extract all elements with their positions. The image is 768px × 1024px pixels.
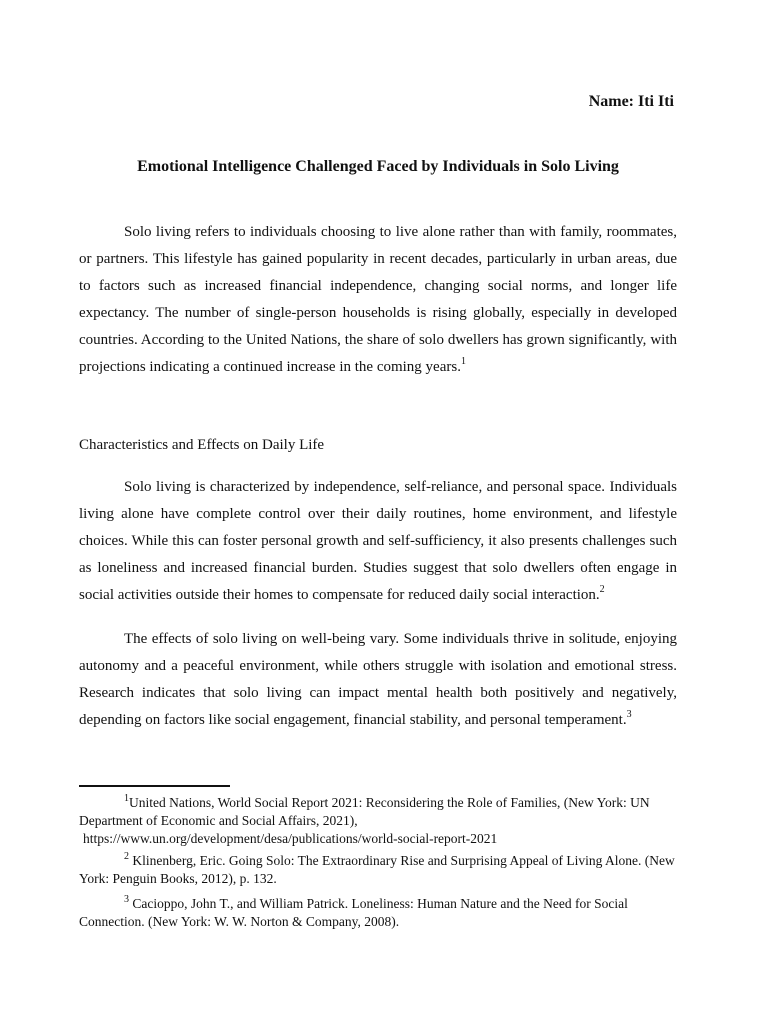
footnote-number: 1 — [124, 793, 129, 804]
paragraph-intro — [79, 219, 677, 381]
paragraph-text: Solo living is characterized by independence, self-reliance, and personal space. Individuals living alone have complete control over their daily routines, home environment, and lifestyle choices. While this can foster personal growth and self-sufficiency, it also presents challenges such as loneliness and increased financial burden. Studies suggest that solo dwellers often engage in social activities outside their homes to compensate for reduced daily social interaction. — [79, 479, 677, 603]
author-name: Name: Iti Iti — [588, 93, 674, 110]
footnote-ref[interactable]: 1 — [460, 356, 466, 367]
footnote-3 — [79, 895, 677, 931]
footnote-ref[interactable]: 2 — [599, 584, 605, 595]
footnote-text: Cacioppo, John T., and William Patrick. Loneliness: Human Nature and the Need for Social Connection. (New York: W. W. Norton & Company, 2008). — [79, 896, 628, 929]
footnote-number: 3 — [124, 894, 129, 905]
footnote-1 — [79, 794, 677, 848]
footnote-number: 2 — [124, 851, 129, 862]
footnote-ref[interactable]: 3 — [626, 709, 632, 720]
footnote-2 — [79, 852, 677, 888]
paragraph-effects — [79, 626, 677, 734]
section-heading: Characteristics and Effects on Daily Life — [79, 437, 325, 453]
footnote-link[interactable]: https://www.un.org/development/desa/publications/world-social-report-2021 — [83, 831, 498, 846]
document-title: Emotional Intelligence Challenged Faced by Individuals in Solo Living — [137, 158, 619, 175]
paragraph-text: The effects of solo living on well-being vary. Some individuals thrive in solitude, enjoying autonomy and a peaceful environment, while others struggle with isolation and emotional stress. Research indicates that solo living can impact mental health both positively and negatively, depending on factors like social engagement, financial stability, and personal temperament. — [79, 631, 677, 728]
footnote-separator — [79, 785, 230, 787]
footnote-text: United Nations, World Social Report 2021: Reconsidering the Role of Families, (New York: UN Department of Economic and Social Affairs, 2021), — [79, 795, 650, 828]
footnote-text: Klinenberg, Eric. Going Solo: The Extraordinary Rise and Surprising Appeal of Living Alone. (New York: Penguin Books, 2012), p. 132. — [79, 853, 675, 886]
paragraph-characteristics — [79, 474, 677, 609]
paragraph-text: Solo living refers to individuals choosing to live alone rather than with family, roommates, or partners. This lifestyle has gained popularity in recent decades, particularly in urban areas, due to factors such as increased financial independence, changing social norms, and longer life expectancy. The number of single-person households is rising globally, especially in developed countries. According to the United Nations, the share of solo dwellers has grown significantly, with projections indicating a continued increase in the coming years. — [79, 224, 677, 375]
